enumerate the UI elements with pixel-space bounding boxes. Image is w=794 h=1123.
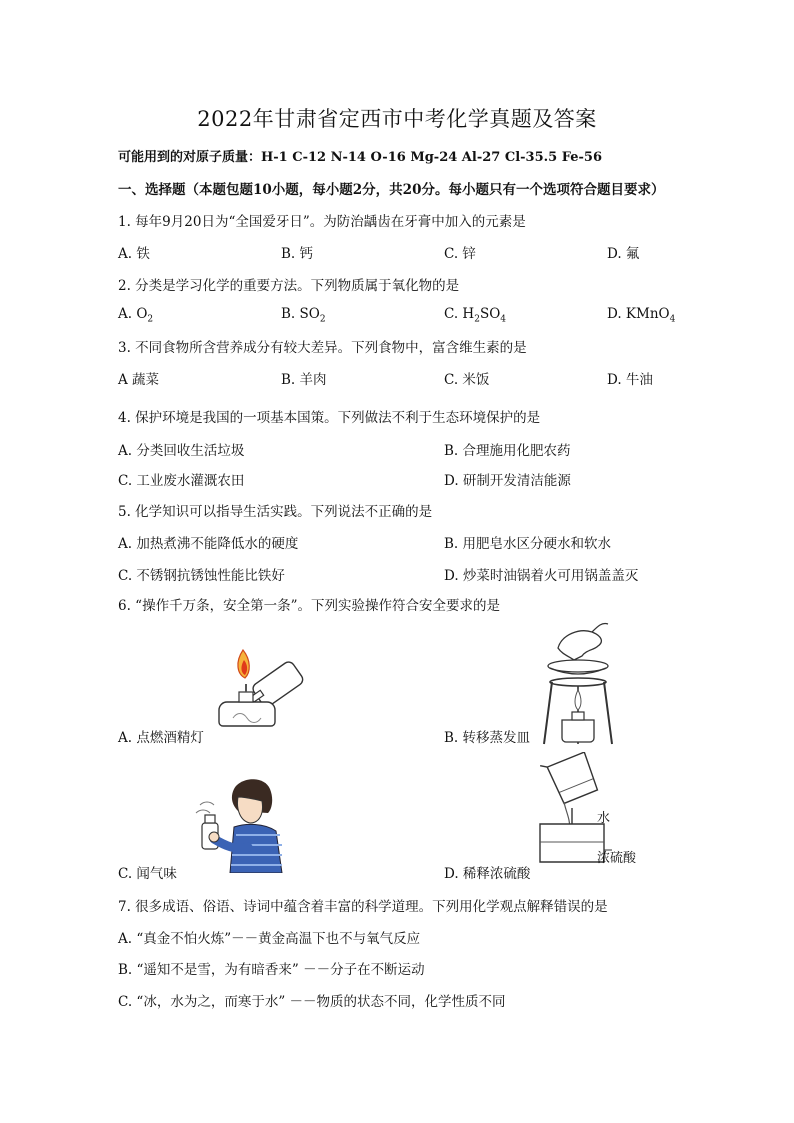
q4-option-a: A. 分类回收生活垃圾 (118, 443, 245, 459)
question-7-stem: 7. 很多成语、俗语、诗词中蕴含着丰富的科学道理。下列用化学观点解释错误的是 (118, 899, 608, 915)
q7-option-b: B. “遥知不是雪，为有暗香来” －－分子在不断运动 (118, 962, 425, 978)
q4-option-b: B. 合理施用化肥农药 (444, 443, 571, 459)
q6-option-b: B. 转移蒸发皿 (444, 730, 531, 746)
q5-option-b: B. 用肥皂水区分硬水和软水 (444, 536, 612, 552)
q7-option-c: C. “冰，水为之，而寒于水” －－物质的状态不同，化学性质不同 (118, 994, 506, 1010)
q4-option-c: C. 工业废水灌溉农田 (118, 473, 245, 489)
q6-option-c: C. 闻气味 (118, 866, 177, 882)
q2-option-a: A. $O_2$ (118, 306, 154, 325)
q3-option-b: B. 羊肉 (281, 372, 327, 388)
label-concentrated-acid: 浓硫酸 (597, 851, 637, 866)
question-1-stem: 1. 每年9月20日为“全国爱牙日”。为防治龋齿在牙膏中加入的元素是 (118, 214, 526, 230)
q1-option-d: D. 氟 (607, 246, 640, 262)
page-title: 2022年甘肃省定西市中考化学真题及答案 (197, 107, 597, 131)
label-water: 水 (597, 811, 611, 826)
q1-option-c: C. 锌 (444, 246, 476, 262)
q5-option-a: A. 加热煮沸不能降低水的硬度 (118, 536, 299, 552)
q2-option-d: D. KMnO$_4$ (607, 306, 676, 325)
q1-option-a: A. 铁 (118, 246, 150, 262)
question-4-stem: 4. 保护环境是我国的一项基本国策。下列做法不利于生态环境保护的是 (118, 410, 541, 426)
evaporating-dish-figure (528, 620, 628, 748)
section-heading: 一、选择题（本题包题10小题，每小题2分，共20分。每小题只有一个选项符合题目要求） (118, 182, 665, 198)
question-6-stem: 6. “操作千万条，安全第一条”。下列实验操作符合安全要求的是 (118, 598, 500, 614)
smelling-gas-figure (190, 775, 286, 873)
q6-option-d: D. 稀释浓硫酸 (444, 866, 531, 882)
question-2-stem: 2. 分类是学习化学的重要方法。下列物质属于氧化物的是 (118, 278, 460, 294)
q2-option-c: C. $H_2SO_4$ (444, 306, 507, 325)
question-3-stem: 3. 不同食物所含营养成分有较大差异。下列食物中，富含维生素的是 (118, 340, 527, 356)
q4-option-d: D. 研制开发清洁能源 (444, 473, 571, 489)
q7-option-a: A. “真金不怕火炼”－－黄金高温下也不与氧气反应 (118, 931, 421, 947)
q3-option-c: C. 米饭 (444, 372, 490, 388)
q5-option-d: D. 炒菜时油锅着火可用锅盖盖灭 (444, 568, 639, 584)
q5-option-c: C. 不锈钢抗锈蚀性能比铁好 (118, 568, 285, 584)
q1-option-b: B. 钙 (281, 246, 314, 262)
q3-option-d: D. 牛油 (607, 372, 653, 388)
q6-option-a: A. 点燃酒精灯 (118, 730, 204, 746)
q2-option-b: B. $SO_2$ (281, 306, 326, 325)
q3-option-a: A 蔬菜 (118, 372, 160, 388)
question-5-stem: 5. 化学知识可以指导生活实践。下列说法不正确的是 (118, 504, 433, 520)
alcohol-lamp-figure (205, 640, 315, 735)
atomic-mass-note: 可能用到的对原子质量：H-1 C-12 N-14 O-16 Mg-24 Al-27 Cl-35.5 Fe-56 (118, 150, 602, 165)
